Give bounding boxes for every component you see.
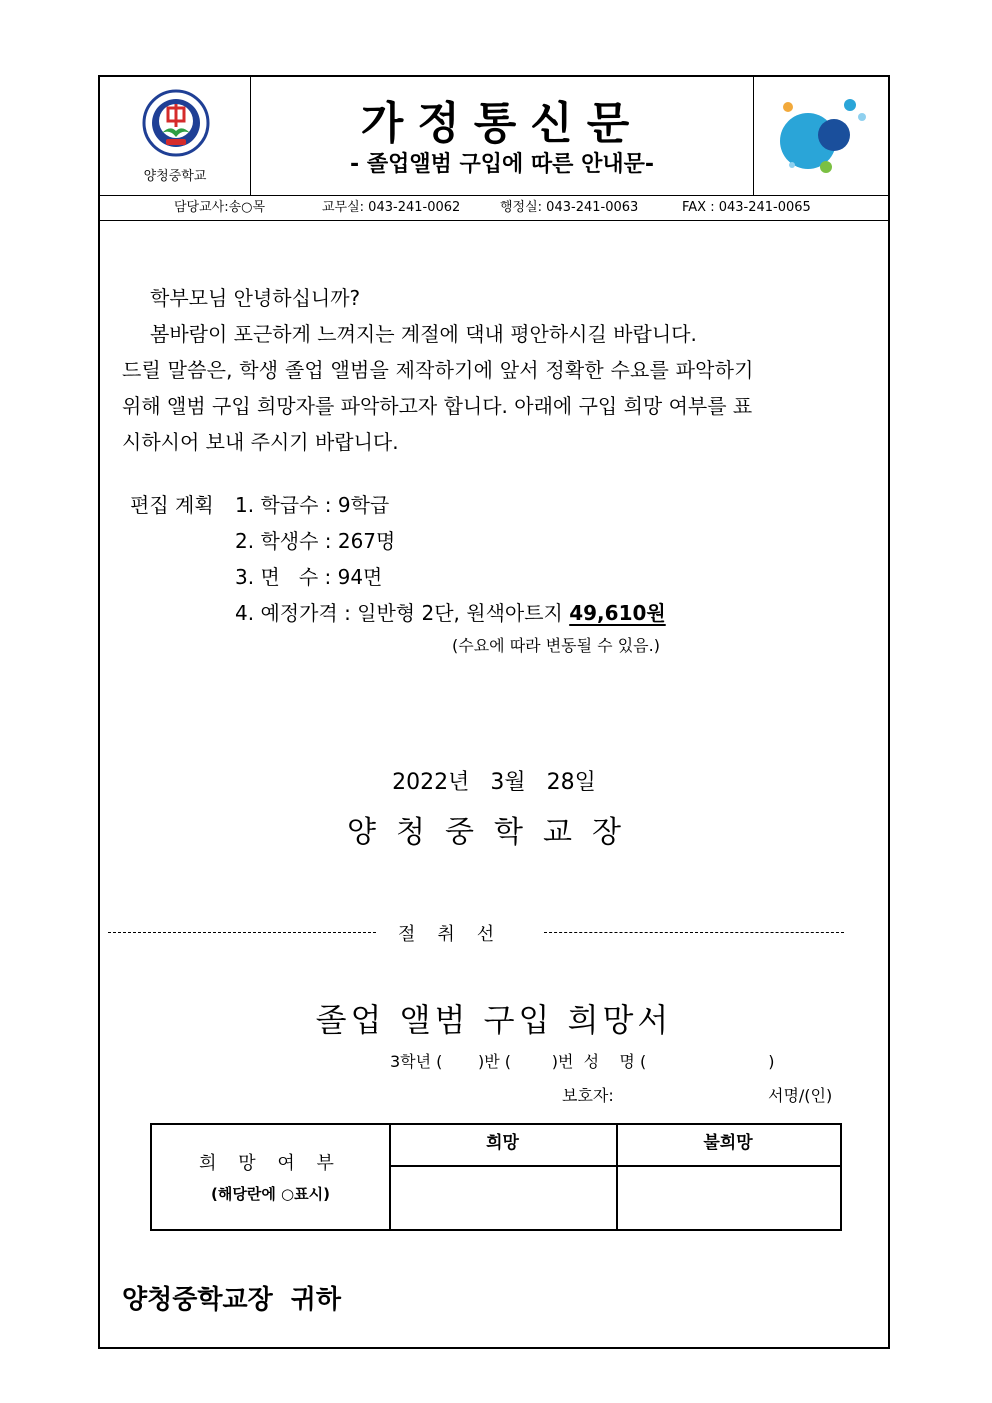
not-want-header: 불희망	[616, 1125, 840, 1167]
want-checkbox-cell[interactable]	[389, 1167, 616, 1229]
newsletter-subtitle: - 졸업앨범 구입에 따른 안내문-	[350, 152, 654, 177]
preference-row-header	[152, 1125, 391, 1229]
school-name-label: 양청중학교	[143, 169, 207, 184]
letter-line: 봄바람이 포근하게 느껴지는 계절에 댁내 평안하시길 바랍니다.	[150, 322, 697, 346]
price-value: 49,610원	[569, 601, 666, 625]
preference-hint: (해당란에 ○표시)	[211, 1185, 330, 1203]
want-header: 희망	[389, 1125, 616, 1167]
student-info-field[interactable]: 3학년 ( )반 ( )번 성 명 ( )	[390, 1052, 775, 1071]
form-title: 졸업 앨범 구입 희망서	[315, 1001, 673, 1039]
letter-line: 시하시어 보내 주시기 바랍니다.	[122, 430, 399, 454]
guardian-field[interactable]: 보호자:	[562, 1086, 614, 1105]
price-note: (수요에 따라 변동될 수 있음.)	[452, 636, 660, 655]
school-logo-cell	[100, 77, 251, 195]
not-want-column	[616, 1125, 840, 1229]
fax-number: FAX : 043-241-0065	[682, 200, 811, 215]
price-description: 4. 예정가격 : 일반형 2단, 원색아트지	[235, 601, 563, 625]
admin-phone: 행정실: 043-241-0063	[500, 200, 639, 215]
plan-item-classes: 1. 학급수 : 9학급	[235, 493, 390, 517]
newsletter-title: 가정통신문	[360, 98, 644, 149]
cut-line	[108, 920, 848, 944]
letter-line: 드릴 말씀은, 학생 졸업 앨범을 제작하기에 앞서 정확한 수요를 파악하기	[122, 358, 754, 382]
teacher-contact: 담당교사:송○목	[174, 200, 266, 215]
cut-dash-right	[544, 932, 844, 933]
greeting: 학부모님 안녕하십니까?	[150, 286, 361, 310]
plan-item-price	[235, 597, 666, 626]
principal-signature: 양청중학교장	[347, 815, 641, 850]
letter-line: 위해 앨범 구입 희망자를 파악하고자 합니다. 아래에 구입 희망 여부를 표	[122, 394, 753, 418]
cut-line-label: 절취선	[398, 924, 517, 945]
plan-item-students: 2. 학생수 : 267명	[235, 529, 396, 553]
school-emblem-icon	[142, 89, 210, 157]
plan-label: 편집 계획	[130, 493, 214, 517]
brand-logo-icon	[778, 95, 868, 179]
contact-row	[100, 195, 888, 221]
newsletter-frame	[98, 75, 890, 1349]
plan-item-pages: 3. 면 수 : 94면	[235, 565, 383, 589]
letter-body	[122, 280, 872, 460]
cut-dash-left	[108, 932, 376, 933]
brand-logo-cell	[753, 77, 888, 195]
signature-field[interactable]: 서명/(인)	[768, 1086, 833, 1105]
issue-date: 2022년 3월 28일	[392, 770, 596, 795]
not-want-checkbox-cell[interactable]	[616, 1167, 840, 1229]
header	[100, 77, 888, 196]
closing-addressee: 양청중학교장 귀하	[122, 1285, 342, 1315]
want-column	[389, 1125, 618, 1229]
preference-table	[150, 1123, 842, 1231]
preference-label: 희 망 여 부	[199, 1153, 342, 1174]
office-phone: 교무실: 043-241-0062	[322, 200, 461, 215]
